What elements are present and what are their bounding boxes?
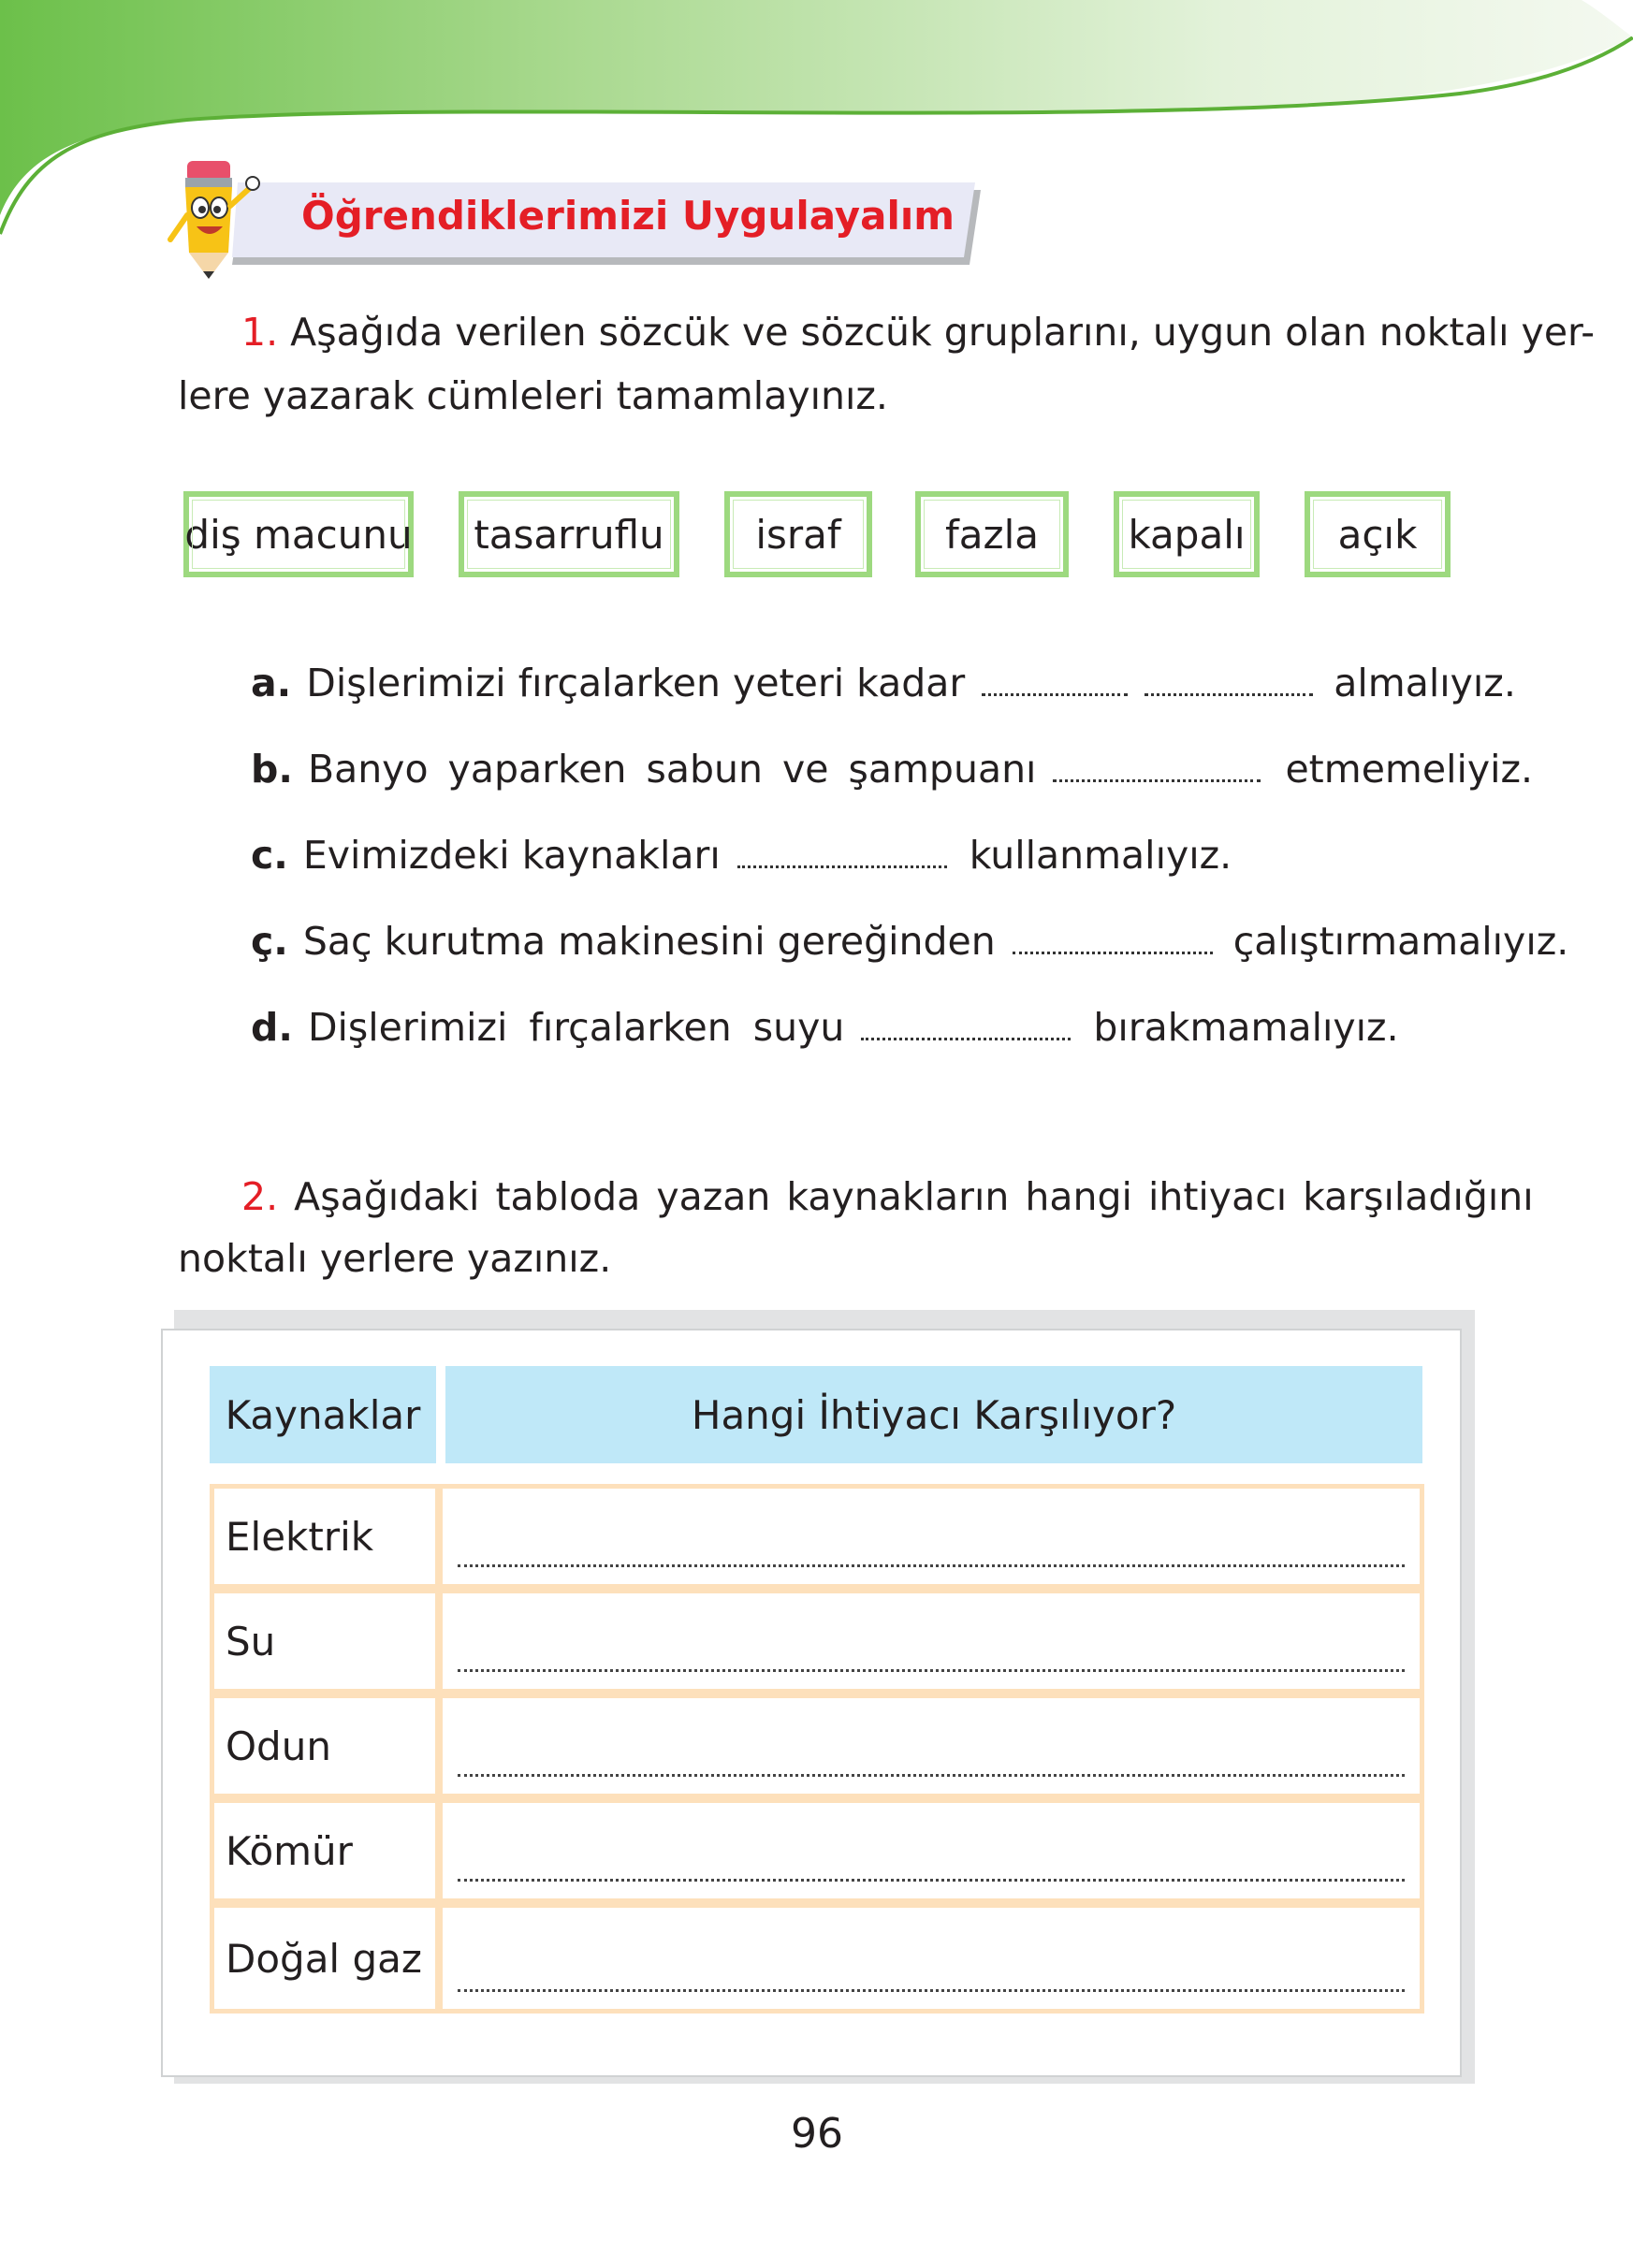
word-box[interactable]: kapalı [1114, 491, 1260, 577]
word-box[interactable]: diş macunu [183, 491, 414, 577]
sentence-label: ç. [251, 919, 288, 964]
sentence-text: Banyo yaparken sabun ve şampuanı [307, 747, 1037, 792]
table-row-label: Doğal gaz [210, 1903, 440, 2014]
sentence-c-cedilla [251, 919, 1568, 964]
sentence-text: çalıştırmamalıyız. [1232, 919, 1569, 964]
sentence-text: bırakmamalıyız. [1093, 1005, 1399, 1050]
sentence-a [251, 661, 1516, 705]
sentence-text: almalıyız. [1334, 661, 1516, 705]
answer-cell[interactable] [438, 1903, 1424, 2014]
question-2-line2: noktalı yerlere yazınız. [178, 1236, 612, 1281]
sentence-text: Dişlerimizi fırçalarken yeteri kadar [306, 661, 966, 705]
question-1-text: Aşağıda verilen sözcük ve sözcük gruplarını, uygun olan noktalı yer- [290, 310, 1596, 355]
question-1-line1 [241, 301, 1595, 363]
table-row-label: Elektrik [210, 1484, 440, 1589]
pencil-mascot-icon [159, 150, 262, 281]
table-row-label: Kömür [210, 1798, 440, 1903]
sentence-text: Evimizdeki kaynakları [302, 833, 721, 878]
sentence-label: c. [251, 833, 288, 878]
word-box[interactable]: fazla [915, 491, 1069, 577]
blank-line[interactable] [737, 865, 947, 868]
question-1-line2: lere yazarak cümleleri tamamlayınız. [178, 373, 888, 418]
word-box[interactable]: tasarruflu [459, 491, 679, 577]
sentence-b [251, 747, 1533, 792]
section-title: Öğrendiklerimizi Uygulayalım [301, 193, 955, 239]
sentence-text: Dişlerimizi fırçalarken suyu [307, 1005, 845, 1050]
answer-cell[interactable] [438, 1798, 1424, 1903]
question-2-text: Aşağıdaki tabloda yazan kaynakların hangi ihtiyacı karşıladığını [294, 1174, 1534, 1219]
word-box[interactable]: açık [1305, 491, 1451, 577]
table-header-need: Hangi İhtiyacı Karşılıyor? [445, 1366, 1422, 1463]
blank-line[interactable] [1145, 693, 1313, 696]
sentence-label: b. [251, 747, 293, 792]
answer-cell[interactable] [438, 1484, 1424, 1589]
sentence-c [251, 833, 1232, 878]
blank-line[interactable] [982, 693, 1128, 696]
question-2-number: 2. [241, 1174, 279, 1219]
question-2-line1 [241, 1166, 1534, 1228]
table-header-resources: Kaynaklar [210, 1366, 436, 1463]
blank-line[interactable] [1013, 952, 1213, 954]
blank-line[interactable] [861, 1038, 1071, 1040]
sentence-label: d. [251, 1005, 293, 1050]
word-box[interactable]: israf [724, 491, 872, 577]
page-number: 96 [791, 2110, 843, 2158]
table-row-label: Su [210, 1589, 440, 1694]
question-1-number: 1. [241, 310, 279, 355]
sentence-label: a. [251, 661, 292, 705]
answer-cell[interactable] [438, 1589, 1424, 1694]
sentence-d [251, 1005, 1399, 1050]
blank-line[interactable] [1053, 779, 1261, 782]
sentence-text: Saç kurutma makinesini gereğinden [302, 919, 996, 964]
answer-cell[interactable] [438, 1694, 1424, 1798]
table-row-label: Odun [210, 1694, 440, 1798]
sentence-text: kullanmalıyız. [969, 833, 1232, 878]
sentence-text: etmemeliyiz. [1285, 747, 1534, 792]
